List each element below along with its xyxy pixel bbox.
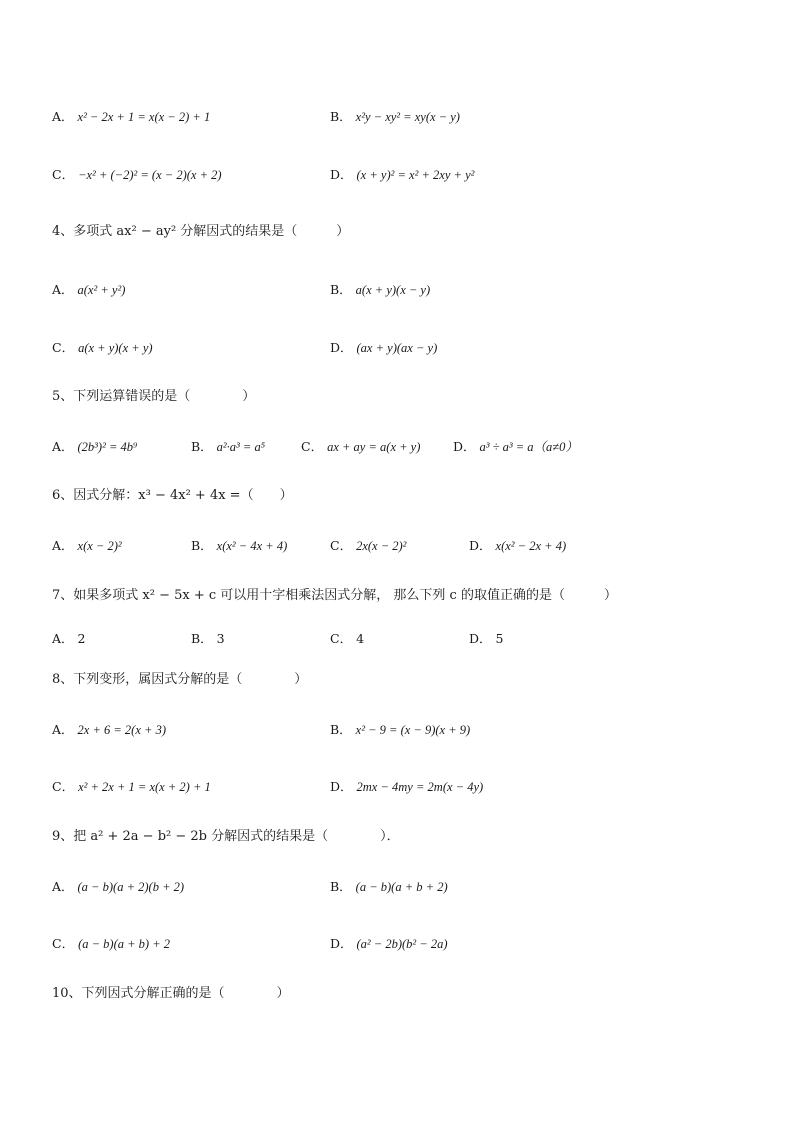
option-letter: B． [191,439,213,454]
option-letter: D． [453,439,476,454]
question-4: 4、多项式 ax² − ay² 分解因式的结果是（ ） [52,224,350,239]
option-letter: B． [330,722,352,737]
option-letter: D． [330,779,353,794]
option-math: x²y − xy² = xy(x − y) [355,110,460,124]
option-letter: B． [330,879,352,894]
option-c [52,778,211,796]
option-letter: B． [330,282,352,297]
option-b [330,878,448,896]
option-c [301,438,420,456]
option-math: (a − b)(a + 2)(b + 2) [77,880,185,894]
option-letter: A． [52,538,74,553]
option-b [330,281,430,299]
question-7: 7、如果多项式 x² − 5x + c 可以用十字相乘法因式分解， 那么下列 c 的取值正确的是（ ） [52,588,617,603]
question-5: 5、下列运算错误的是（ ） [52,389,256,404]
option-math: (ax + y)(ax − y) [356,341,438,355]
option-c [52,166,222,184]
option-letter: C． [301,439,324,454]
option-math: −x² + (−2)² = (x − 2)(x + 2) [78,168,222,182]
option-math: a³ ÷ a³ = a（a≠0） [479,440,578,454]
option-math: x(x² − 4x + 4) [216,539,288,553]
option-letter: A． [52,282,74,297]
option-c [330,537,406,555]
question-6: 6、因式分解：x³ − 4x² + 4x =（ ） [52,488,293,503]
option-math: x² + 2x + 1 = x(x + 2) + 1 [78,780,211,794]
option-d [330,778,483,796]
option-math: ax + ay = a(x + y) [327,440,421,454]
option-letter: C． [52,340,75,355]
option-b [191,438,265,456]
question-10: 10、下列因式分解正确的是（ ） [52,986,290,1001]
option-math: 2x + 6 = 2(x + 3) [77,723,166,737]
option-letter: B． [191,538,213,553]
option-d [453,438,578,456]
option-d [330,935,448,953]
option-c [52,935,170,953]
option-math: a(x² + y²) [77,283,126,297]
option-value: 5 [495,631,504,646]
option-c [330,630,364,648]
option-a [52,878,184,896]
option-letter: C． [52,779,75,794]
option-math: (a − b)(a + b + 2) [355,880,448,894]
option-a [52,721,166,739]
option-letter: C． [52,936,75,951]
option-letter: A． [52,109,74,124]
option-d [330,166,474,184]
option-c [52,339,153,357]
question-9: 9、把 a² + 2a − b² − 2b 分解因式的结果是（ ）． [52,829,400,844]
option-a [52,537,122,555]
option-a [52,438,137,456]
option-b [330,108,460,126]
option-b [191,630,225,648]
option-value: 3 [216,631,225,646]
option-value: 4 [356,631,365,646]
option-letter: D． [330,936,353,951]
option-math: (a − b)(a + b) + 2 [78,937,171,951]
option-d [469,537,566,555]
option-letter: B． [330,109,352,124]
option-letter: D． [330,167,353,182]
option-math: x(x − 2)² [77,539,122,553]
option-letter: D． [469,631,492,646]
option-math: a(x + y)(x − y) [355,283,431,297]
option-b [191,537,287,555]
option-math: x² − 9 = (x − 9)(x + 9) [355,723,471,737]
option-value: 2 [77,631,86,646]
option-a [52,281,125,299]
option-math: 2x(x − 2)² [356,539,407,553]
option-letter: D． [469,538,492,553]
option-math: a²·a³ = a⁵ [216,440,266,454]
option-letter: D． [330,340,353,355]
option-letter: A． [52,879,74,894]
option-math: x² − 2x + 1 = x(x − 2) + 1 [77,110,211,124]
option-math: (2b³)² = 4b⁹ [77,440,138,454]
option-letter: A． [52,631,74,646]
option-b [330,721,470,739]
option-letter: A． [52,722,74,737]
option-math: x(x² − 2x + 4) [495,539,567,553]
option-math: 2mx − 4my = 2m(x − 4y) [356,780,484,794]
option-letter: B． [191,631,213,646]
option-letter: C． [330,631,353,646]
option-a [52,108,210,126]
option-letter: C． [330,538,353,553]
option-math: (x + y)² = x² + 2xy + y² [356,168,475,182]
option-math: a(x + y)(x + y) [78,341,153,355]
option-math: (a² − 2b)(b² − 2a) [356,937,448,951]
option-a [52,630,85,648]
question-8: 8、下列变形，属因式分解的是（ ） [52,672,308,687]
option-letter: C． [52,167,75,182]
option-d [330,339,437,357]
option-d [469,630,503,648]
option-letter: A． [52,439,74,454]
